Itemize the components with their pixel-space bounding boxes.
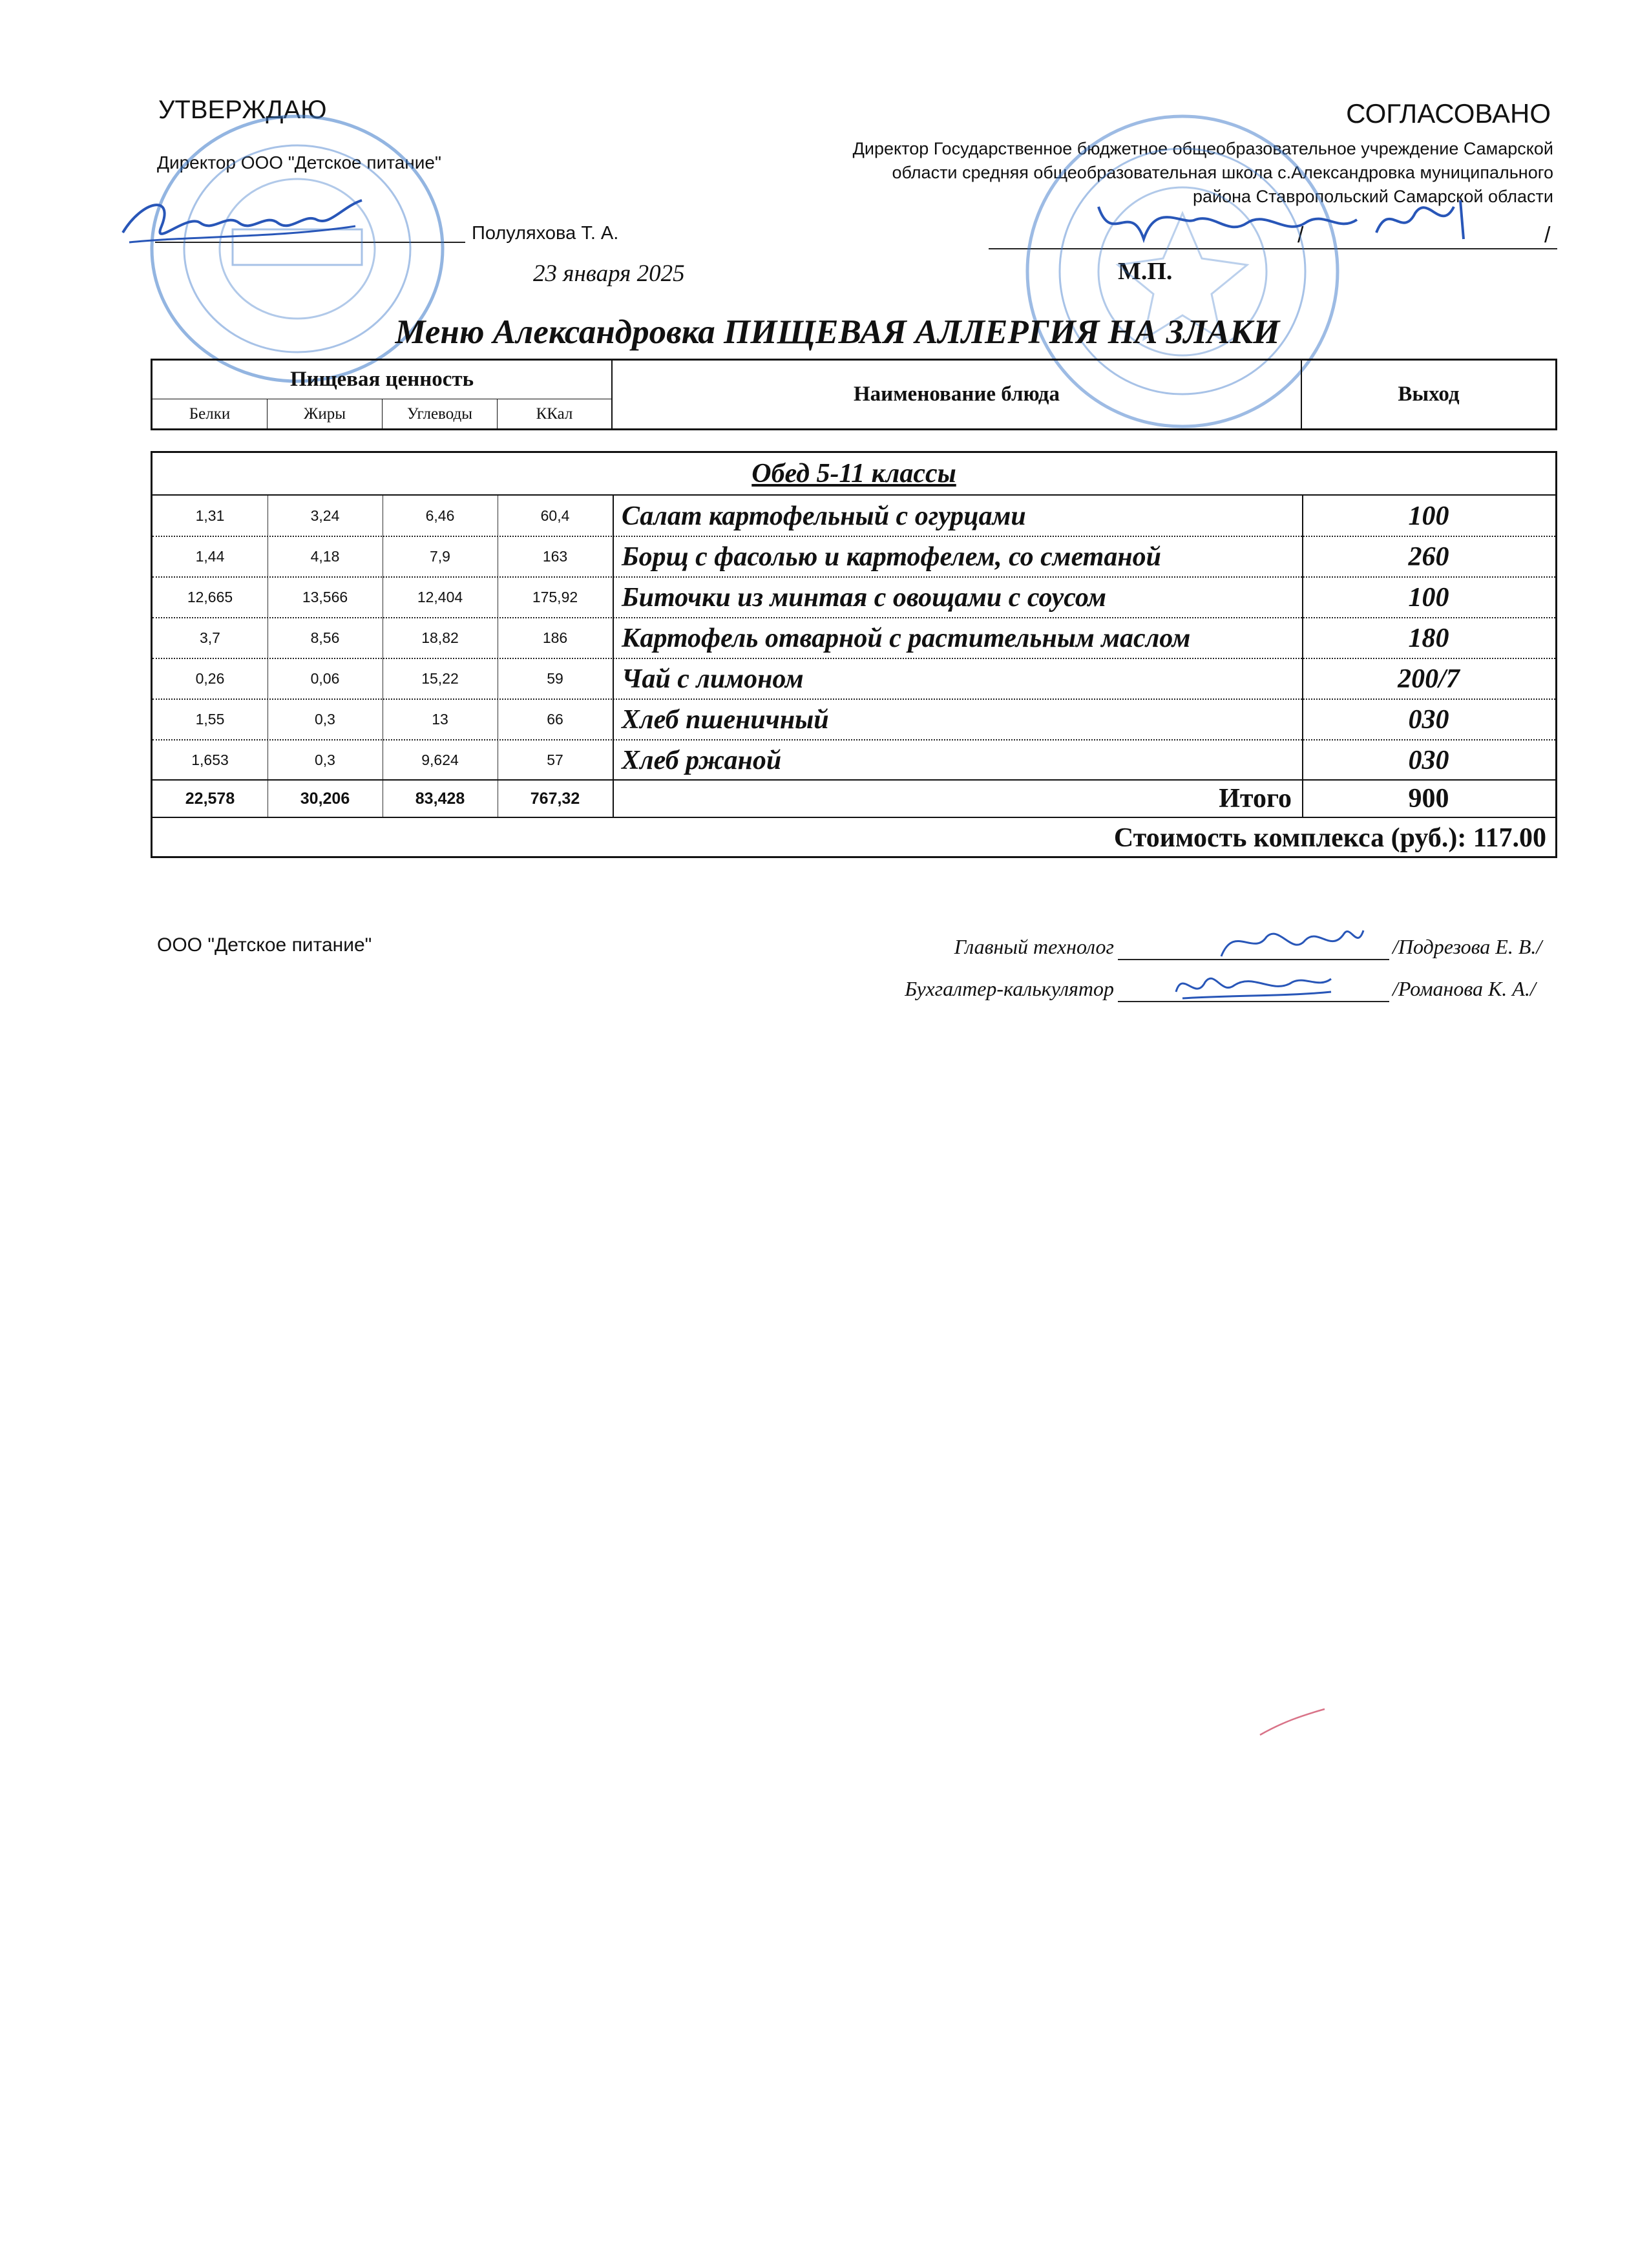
cell-kcal: 175,92: [532, 589, 578, 605]
complex-cost: Стоимость комплекса (руб.): 117.00: [1113, 823, 1546, 853]
cell-dish: Чай с лимоном: [622, 664, 804, 694]
cell-kcal: 66: [547, 711, 563, 728]
table-row: [152, 577, 1555, 618]
cell-dish: Биточки из минтая с овощами с соусом: [622, 582, 1107, 613]
section-title: Обед 5-11 классы: [751, 459, 956, 488]
divider: [1302, 658, 1303, 699]
divider: [613, 496, 614, 536]
approve-name: Полуляхова Т. А.: [472, 223, 619, 244]
cell-dish: Хлеб ржаной: [622, 745, 782, 775]
cell-fat: 0,3: [315, 711, 335, 728]
cell-fat: 13,566: [302, 589, 348, 605]
cell-yield: 100: [1408, 582, 1449, 613]
cell-kcal: 186: [542, 629, 568, 646]
cell-fat: 0,3: [315, 751, 335, 768]
cell-kcal: 163: [542, 548, 568, 565]
cell-protein: 3,7: [200, 629, 220, 646]
total-protein: 22,578: [185, 789, 235, 808]
tech-name: /Подрезова Е. В./: [1392, 935, 1542, 958]
divider: [1302, 536, 1303, 577]
divider: [613, 699, 614, 740]
cell-yield: 030: [1408, 745, 1449, 775]
cell-carbs: 13: [432, 711, 448, 728]
accountant-signature-line: [1118, 1001, 1389, 1002]
agree-position: [713, 137, 1553, 209]
stamp-place-label: М.П.: [1118, 258, 1173, 285]
total-carbs: 83,428: [415, 789, 465, 808]
cell-protein: 1,55: [195, 711, 225, 728]
agree-position-line: Директор Государственное бюджетное общеобразовательное учреждение Самарской: [852, 139, 1553, 158]
cell-protein: 1,44: [195, 548, 225, 565]
tech-role: Главный технолог: [954, 935, 1114, 958]
agree-position-line: района Ставропольский Самарской области: [1193, 187, 1553, 206]
footer-organization: ООО "Детское питание": [157, 934, 372, 956]
header-nutrition: Пищевая ценность: [152, 361, 613, 399]
cell-carbs: 18,82: [421, 629, 459, 646]
cell-carbs: 15,22: [421, 670, 459, 687]
cell-yield: 180: [1408, 623, 1449, 653]
cell-yield: 260: [1408, 541, 1449, 572]
divider: [613, 781, 614, 817]
header-fat: Жиры: [268, 399, 383, 428]
cell-yield: 200/7: [1398, 664, 1460, 694]
table-row: [152, 536, 1555, 577]
divider: [613, 536, 614, 577]
divider: [1302, 699, 1303, 740]
cell-protein: 1,653: [191, 751, 229, 768]
agree-slash: /: [1297, 223, 1304, 247]
divider: [613, 577, 614, 618]
table-row: [152, 740, 1555, 781]
approve-signature-line: [155, 242, 465, 243]
cell-yield: 100: [1408, 501, 1449, 531]
accountant-role: Бухгалтер-калькулятор: [905, 977, 1114, 1000]
cell-protein: 1,31: [195, 507, 225, 524]
cell-protein: 12,665: [187, 589, 233, 605]
cell-kcal: 60,4: [540, 507, 570, 524]
agree-title: СОГЛАСОВАНО: [1346, 98, 1551, 129]
pen-mark-icon: [1257, 1706, 1328, 1738]
approve-position: Директор ООО "Детское питание": [157, 152, 441, 173]
divider: [1302, 740, 1303, 781]
cell-carbs: 7,9: [430, 548, 450, 565]
tech-signature-icon: [1215, 918, 1370, 969]
tech-signature-line: [1118, 959, 1389, 960]
table-row: [152, 618, 1555, 658]
cell-carbs: 6,46: [425, 507, 455, 524]
total-fat: 30,206: [300, 789, 350, 808]
table-row: [152, 699, 1555, 740]
total-row: [152, 779, 1555, 818]
divider: [1302, 496, 1303, 536]
divider: [613, 740, 614, 781]
divider: [1302, 618, 1303, 658]
approve-date: 23 января 2025: [533, 260, 685, 287]
cell-carbs: 12,404: [417, 589, 463, 605]
table-row: [152, 658, 1555, 699]
table-row: [152, 496, 1555, 536]
header-yield: Выход: [1398, 383, 1460, 406]
cell-kcal: 59: [547, 670, 563, 687]
cell-dish: Салат картофельный с огурцами: [622, 501, 1026, 531]
accountant-name: /Романова К. А./: [1392, 977, 1536, 1000]
divider: [1302, 781, 1303, 817]
cell-yield: 030: [1408, 704, 1449, 735]
divider: [613, 658, 614, 699]
total-label: Итого: [1219, 784, 1292, 814]
cell-dish: Картофель отварной с растительным маслом: [622, 623, 1191, 653]
divider: [613, 618, 614, 658]
total-yield: 900: [1408, 784, 1449, 814]
cell-fat: 3,24: [310, 507, 340, 524]
cell-fat: 0,06: [310, 670, 340, 687]
cell-fat: 8,56: [310, 629, 340, 646]
agree-position-line: области средняя общеобразовательная школа с.Александровка муниципального: [892, 163, 1553, 182]
left-signature-icon: [116, 187, 375, 258]
approve-title: УТВЕРЖДАЮ: [158, 96, 327, 124]
cell-dish: Борщ с фасолью и картофелем, со сметаной: [622, 541, 1162, 572]
header-dish: Наименование блюда: [613, 361, 1302, 428]
agree-slash: /: [1544, 223, 1551, 247]
menu-table: [151, 451, 1557, 858]
cell-dish: Хлеб пшеничный: [622, 704, 829, 735]
agree-signature-line: [989, 248, 1557, 249]
header-protein: Белки: [152, 399, 268, 428]
document-title: Меню Александровка ПИЩЕВАЯ АЛЛЕРГИЯ НА ЗЛАКИ: [395, 313, 1280, 351]
cell-kcal: 57: [547, 751, 563, 768]
divider: [1302, 577, 1303, 618]
header-kcal: ККал: [498, 399, 613, 428]
total-kcal: 767,32: [530, 789, 580, 808]
cell-carbs: 9,624: [421, 751, 459, 768]
table-header: [151, 359, 1557, 430]
cell-fat: 4,18: [310, 548, 340, 565]
cell-protein: 0,26: [195, 670, 225, 687]
header-carbs: Углеводы: [383, 399, 498, 428]
